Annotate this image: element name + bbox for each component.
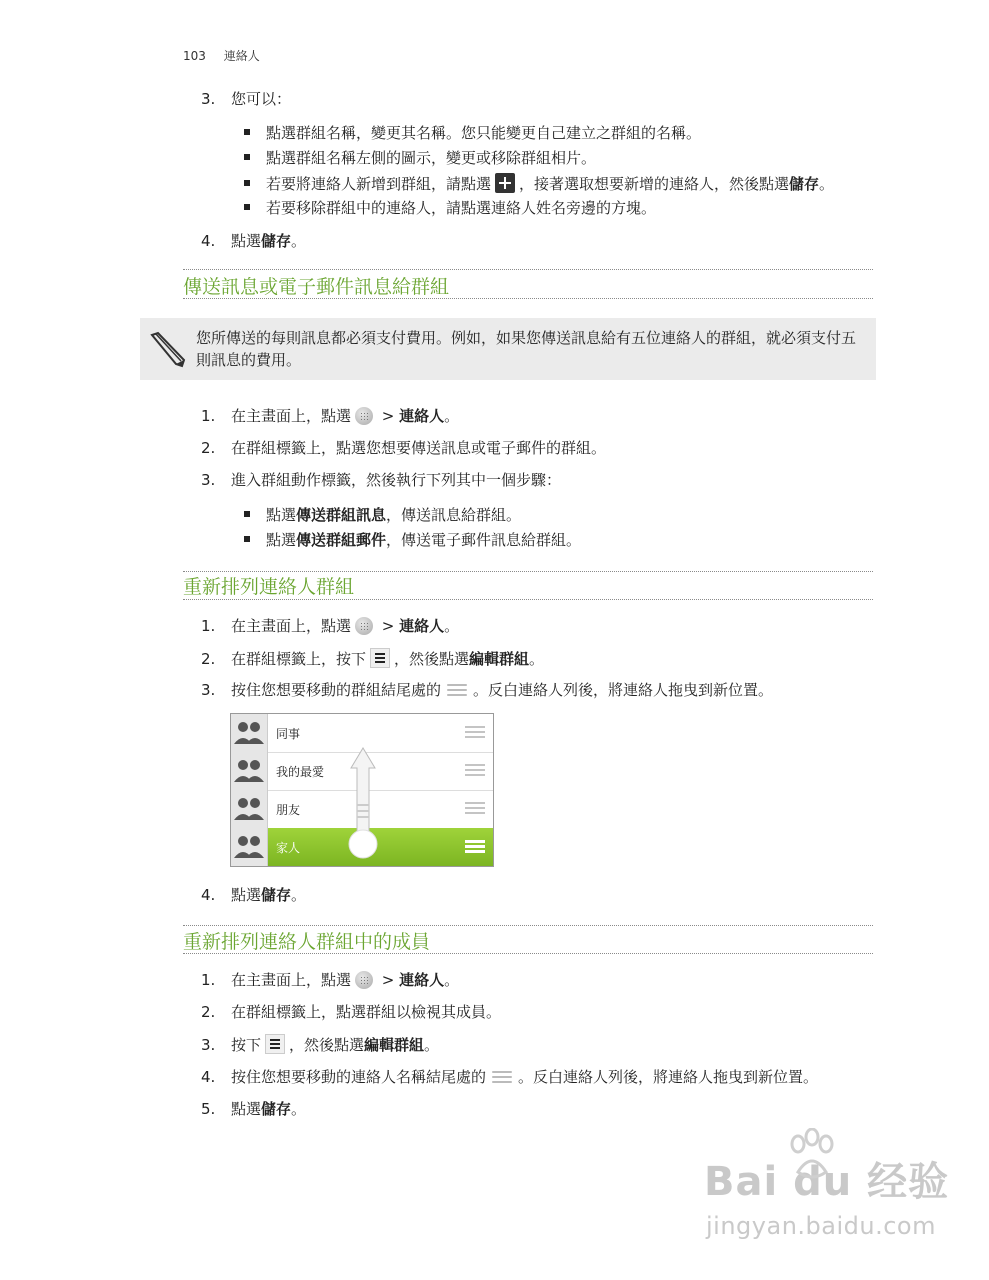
heading-rule-top [183,925,873,926]
drag-handle-icon[interactable] [465,800,485,818]
drag-handle-icon[interactable] [465,762,485,780]
send-step-1: 1. 在主畫面上，點選 > 連絡人。 [201,407,460,425]
bullet-rename-group: 點選群組名稱，變更其名稱。您只能變更自己建立之群組的名稱。 [244,123,701,143]
add-icon [495,173,515,193]
rearrange-step-4: 4. 點選儲存。 [201,886,307,904]
people-icon [231,828,267,866]
rearrange-step-1: 1. 在主畫面上，點選 > 連絡人。 [201,617,460,635]
step-4: 4. 點選儲存。 [201,232,307,250]
heading-rule-bottom [183,599,873,600]
menu-icon [265,1034,285,1054]
bullet-group-photo: 點選群組名稱左側的圖示，變更或移除群組相片。 [244,148,596,168]
group-list-screenshot [230,713,494,867]
group-row-favorites[interactable]: 我的最愛 [231,752,493,791]
send-step-2: 2. 在群組標籤上，點選您想要傳送訊息或電子郵件的群組。 [201,439,607,457]
note-box [140,318,876,380]
people-icon [231,790,267,828]
send-step-3: 3. 進入群組動作標籤，然後執行下列其中一個步驟： [201,471,562,489]
bullet-add-contact: 若要將連絡人新增到群組，請點選 ，接著選取想要新增的連絡人，然後點選儲存。 [244,173,834,194]
members-step-4: 4. 按住您想要移動的連絡人名稱結尾處的 。反白連絡人列後，將連絡人拖曳到新位置。 [201,1068,819,1086]
drag-handle-icon[interactable] [465,838,485,856]
drag-handle-icon [490,1068,514,1086]
members-step-2: 2. 在群組標籤上，點選群組以檢視其成員。 [201,1003,502,1021]
bullet-mark [244,204,250,210]
heading-rule-bottom [183,953,873,954]
all-apps-icon [355,617,373,635]
baidu-watermark [704,1150,950,1240]
members-step-5: 5. 點選儲存。 [201,1100,307,1118]
group-row-friends[interactable]: 朋友 [231,790,493,829]
group-row-family-selected[interactable]: 家人 [231,828,493,867]
bullet-remove-contact: 若要移除群組中的連絡人，請點選連絡人姓名旁邊的方塊。 [244,198,656,218]
bullet-mark [244,180,250,186]
bullet-mark [244,536,250,542]
bullet-mark [244,511,250,517]
bullet-send-group-email: 點選傳送群組郵件，傳送電子郵件訊息給群組。 [244,530,581,550]
heading-rule-bottom [183,298,873,299]
heading-rule-top [183,571,873,572]
section-heading-send-message: 傳送訊息或電子郵件訊息給群組 [183,276,450,298]
bullet-mark [244,154,250,160]
page-header [183,47,260,64]
heading-rule-top [183,269,873,270]
note-text: 您所傳送的每則訊息都必須支付費用。例如，如果您傳送訊息給有五位連絡人的群組，就必須支付五則訊息的費用。 [196,329,857,369]
rearrange-step-3: 3. 按住您想要移動的群組結尾處的 。反白連絡人列後，將連絡人拖曳到新位置。 [201,681,774,699]
rearrange-step-2: 2. 在群組標籤上，按下 ，然後點選編輯群組。 [201,650,545,668]
group-avatar [231,752,268,790]
group-row-coworkers[interactable]: 同事 [231,714,493,753]
group-avatar [231,714,268,752]
bullet-send-group-message: 點選傳送群組訊息，傳送訊息給群組。 [244,505,521,525]
drag-handle-icon [445,681,469,699]
watermark-url: jingyan.baidu.com [706,1212,936,1240]
step-3: 3. 您可以： [201,90,292,108]
pencil-icon [148,330,188,370]
members-step-3: 3. 按下 ，然後點選編輯群組。 [201,1036,440,1054]
page-number: 103 [183,49,206,63]
all-apps-icon [355,407,373,425]
section-heading-rearrange-groups: 重新排列連絡人群組 [183,576,355,598]
drag-handle-icon[interactable] [465,724,485,742]
drag-arrow-indicator [343,744,383,866]
members-step-1: 1. 在主畫面上，點選 > 連絡人。 [201,971,460,989]
bullet-mark [244,129,250,135]
group-avatar [231,828,268,866]
paw-logo-icon [784,1128,840,1184]
watermark-brand: Bai du 经验 [704,1159,950,1205]
group-avatar [231,790,268,828]
all-apps-icon [355,971,373,989]
section-heading-rearrange-members: 重新排列連絡人群組中的成員 [183,931,431,953]
people-icon [231,752,267,790]
menu-icon [370,648,390,668]
chapter-title: 連絡人 [223,49,260,63]
people-icon [231,714,267,752]
